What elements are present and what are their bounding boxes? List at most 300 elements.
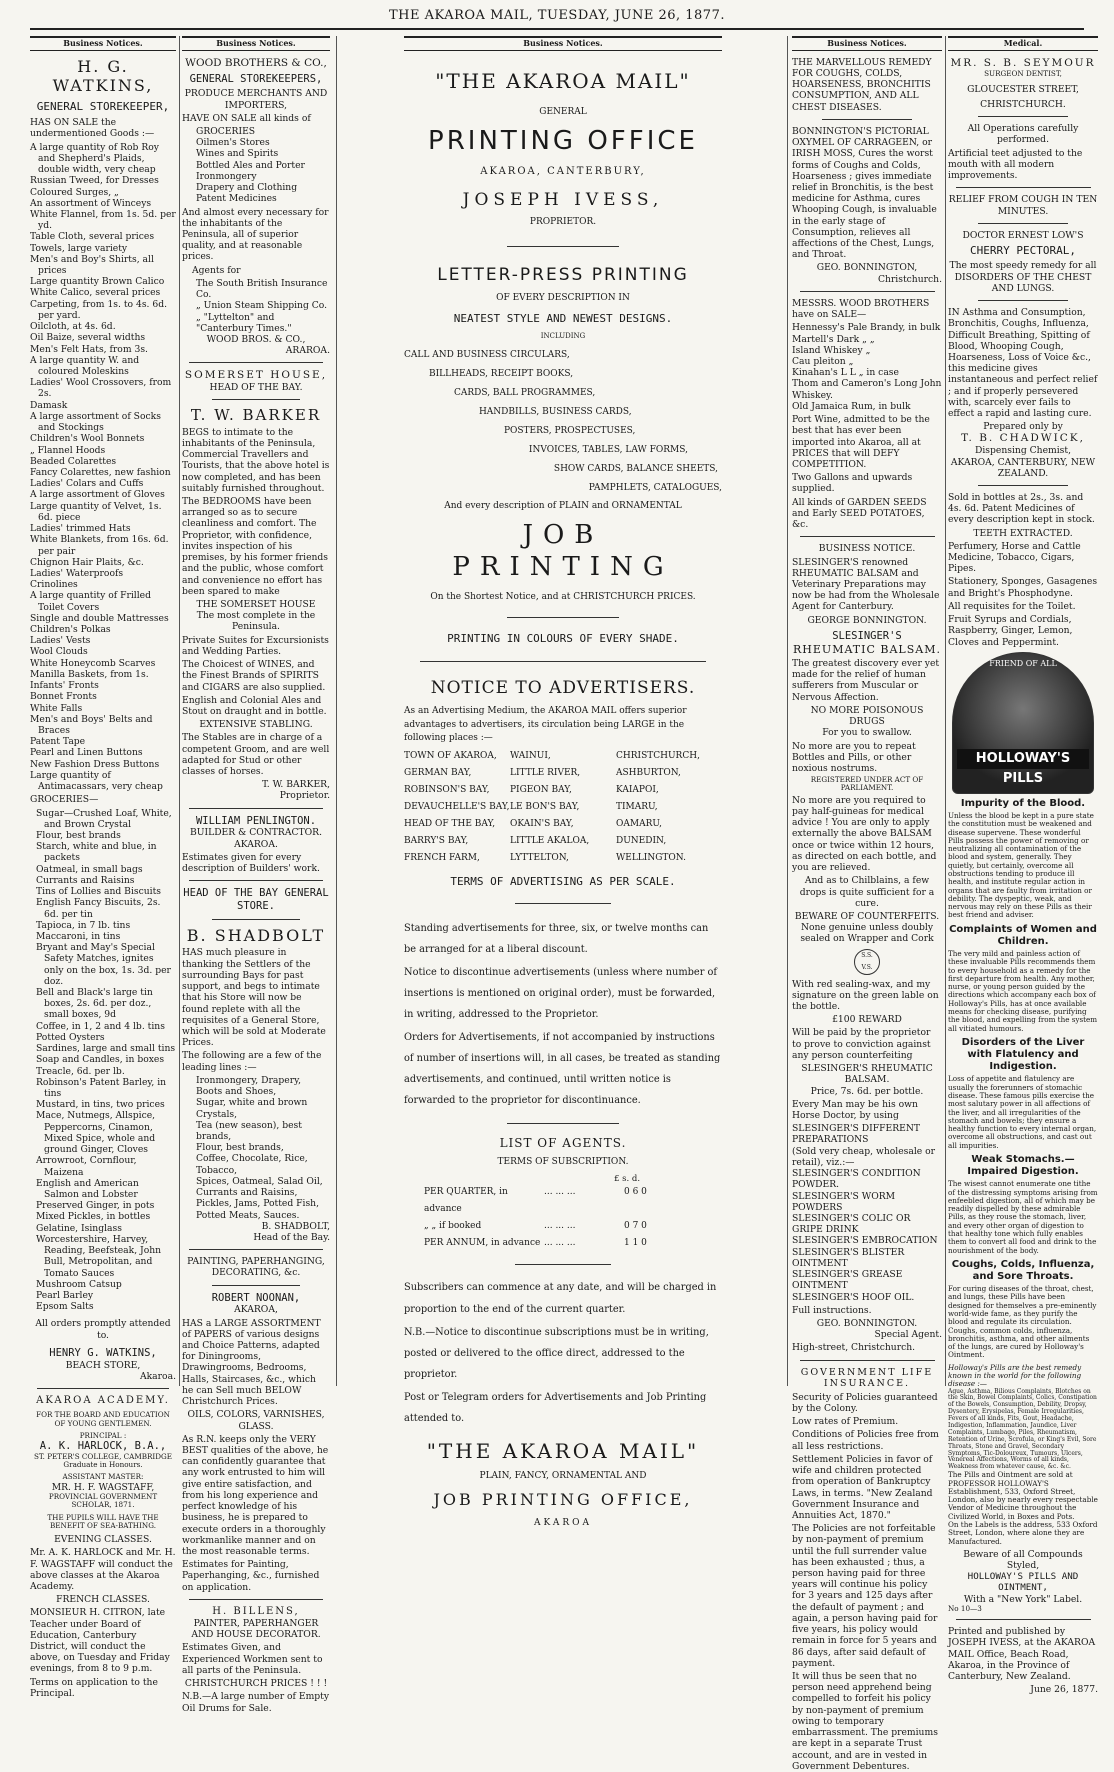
list-item: (Sold very cheap, wholesale or retail), viz.:— <box>792 1145 936 1168</box>
list-item: Bell and Black's large tin boxes, 2s. 6d. per doz., small boxes, 9d <box>36 987 153 1021</box>
printing-item: BILLHEADS, RECEIPT BOOKS, <box>428 369 574 380</box>
sea-bathing: THE PUPILS WILL HAVE THE BENEFIT OF SEA-BATHING. <box>47 1512 159 1530</box>
discontinue-text: Notice to discontinue advertisements (unless where number of insertions is mentioned on original order), must be forwarded, in writing, addressed to the Proprietor. <box>404 966 718 1020</box>
list-item: Coffee, in 1, 2 and 4 lb. tins <box>36 1020 165 1032</box>
list-item: „ Union Steam Shipping Co. <box>196 300 328 312</box>
printing-office-title: PRINTING OFFICE <box>428 126 698 157</box>
hob-title: HEAD OF THE BAY GENERAL STORE. <box>183 887 329 913</box>
divider <box>978 485 1068 486</box>
divider <box>189 1249 322 1250</box>
subscription-row <box>404 1184 722 1218</box>
print-date: June 26, 1877. <box>1030 1684 1098 1696</box>
place-cell: DEVAUCHELLE'S BAY, <box>404 801 510 812</box>
no-more-text: No more are you to repeat Bottles and Pills, or other noxious nostrums. <box>792 740 916 774</box>
somerset-house: THE SOMERSET HOUSE <box>196 598 316 610</box>
list-item: Arrowroot, Cornflour, Maizena <box>36 1155 137 1178</box>
place-cell: WELLINGTON. <box>616 853 686 864</box>
agents-list <box>182 278 330 334</box>
list-item: Robinson's Patent Barley, in tins <box>36 1076 167 1099</box>
footer-mail-title: "THE AKAROA MAIL" <box>426 1438 700 1463</box>
list-item: Boots and Shoes, <box>196 1086 277 1098</box>
list-item: Mushroom Catsup <box>36 1278 122 1290</box>
list-item: Patent Medicines <box>196 193 277 205</box>
messrs-text-3: All kinds of GARDEN SEEDS and Early SEED POTATOES, &c. <box>792 496 927 531</box>
business-notice-signature: GEORGE BONNINGTON. <box>807 614 927 626</box>
standing-text: Standing advertisements for three, six, or twelve months can be arranged for at a liberal discount. <box>404 922 709 955</box>
letterpress-every: OF EVERY DESCRIPTION IN <box>496 293 630 304</box>
divider <box>37 1388 168 1389</box>
list-item: Thom and Cameron's Long John Whiskey. <box>792 378 942 401</box>
list-item: Men's and Boy's Shirts, all prices <box>30 253 154 277</box>
list-item: Island Whiskey „ <box>792 344 871 356</box>
divider <box>212 919 301 920</box>
terms-note: Terms on application to the Principal. <box>30 1676 158 1699</box>
list-item: Martell's Dark „ „ <box>792 333 875 345</box>
assistant-header: ASSISTANT MASTER: <box>62 1472 144 1482</box>
divider <box>800 536 935 537</box>
place-cell: HEAD OF THE BAY, <box>404 818 496 829</box>
stationery-text: Stationery, Sponges, Gasagenes and Bright's Phosphodyne. <box>948 576 1098 599</box>
masthead: THE AKAROA MAIL, TUESDAY, JUNE 26, 1877. <box>389 8 725 23</box>
footer-sub: PLAIN, FANCY, ORNAMENTAL AND <box>479 1471 647 1482</box>
subscription-dots: ... ... ... <box>544 1238 576 1249</box>
section-header: Business Notices. <box>404 36 722 51</box>
printing-item: SHOW CARDS, BALANCE SHEETS, <box>553 463 718 474</box>
place-cell: DUNEDIN, <box>616 835 667 846</box>
beware-holloway: HOLLOWAY'S PILLS AND OINTMENT, <box>967 1571 1079 1594</box>
place-cell: OKAIN'S BAY, <box>510 818 574 829</box>
barker-name: T. W. BARKER <box>190 406 322 425</box>
list-item: Gelatine, Isinglass <box>36 1222 122 1234</box>
notice-text: As an Advertising Medium, the AKAROA MAIL offers superior advantages to advertisers, its circulation being LARGE in the following places :— <box>404 706 687 743</box>
divider <box>189 880 322 881</box>
seymour-text: All Operations carefully performed. <box>967 123 1079 146</box>
assistant-name: MR. H. F. WAGSTAFF, <box>51 1481 155 1493</box>
list-item: Table Cloth, several prices <box>30 231 155 243</box>
teeth-extracted: TEETH EXTRACTED. <box>973 527 1073 539</box>
painting-title: PAINTING, PAPERHANGING, DECORATING, &c. <box>187 1256 325 1279</box>
weak-title: Weak Stomachs.—Impaired Digestion. <box>967 1153 1079 1178</box>
list-item: Sardines, large and small tins <box>36 1043 176 1055</box>
list-item: Currants and Raisins, <box>196 1187 298 1199</box>
column-4 <box>792 36 942 1772</box>
french-text: MONSIEUR H. CITRON, late Teacher under Board of Education, Canterbury District, will conduct the above, on Tuesday and Friday evenings, from 8 to 9 p.m. <box>30 1607 170 1675</box>
list-item: Russian Tweed, for Dresses <box>30 175 159 187</box>
colours-line: PRINTING IN COLOURS OF EVERY SHADE. <box>447 631 679 645</box>
list-item: Wines and Spirits <box>196 148 279 160</box>
place-cell: ASHBURTON, <box>616 767 681 778</box>
seymour-address: GLOUCESTER STREET, <box>967 83 1079 95</box>
printed-by: Printed and published by JOSEPH IVESS, at the AKAROA MAIL Office, Beach Road, Akaroa, in the Province of Canterbury, New Zealand. <box>948 1626 1096 1683</box>
academy-title: AKAROA ACADEMY. <box>36 1395 170 1407</box>
govt-title: GOVERNMENT LIFE INSURANCE. <box>800 1366 934 1390</box>
masthead-rule <box>30 28 1084 30</box>
list-item: Currants and Raisins <box>36 874 135 886</box>
number: No 10—3 <box>948 1603 982 1613</box>
assistant-scholar: PROVINCIAL GOVERNMENT SCHOLAR, 1871. <box>48 1491 158 1510</box>
divider <box>420 661 706 662</box>
asthma-text: IN Asthma and Consumption, Bronchitis, Coughs, Influenza, Difficult Breathing, Spitting of Blood, Whooping Cough, Hoarseness, Loss of Voice &c., this medicine gives instantaneous and perfect relief ; and if properly persevered with, scarcely ever fails to effect a rapid and lasting cure. <box>948 307 1098 420</box>
list-item: SLESINGER'S WORM POWDERS <box>792 1190 896 1213</box>
stabling-title: EXTENSIVE STABLING. <box>199 719 313 731</box>
wood-name: WOOD BROTHERS & CO., <box>185 56 327 69</box>
section-header: Medical. <box>948 36 1098 51</box>
including-label: INCLUDING <box>540 331 586 340</box>
watkins-name: H. G. WATKINS, <box>52 56 154 96</box>
every-man: Every Man may be his own Horse Doctor, by using <box>792 1098 918 1122</box>
preparations-list <box>792 1123 942 1303</box>
subscription-val: 0 6 0 <box>624 1187 647 1198</box>
sold-text: Sold in bottles at 2s., 3s. and 4s. 6d. Patent Medicines of every description kept in stock. <box>948 491 1095 526</box>
watkins-title: GENERAL STOREKEEPER, <box>36 99 170 113</box>
subscription-head: £ s. d. <box>614 1173 641 1184</box>
printing-item: INVOICES, TABLES, LAW FORMS, <box>528 444 688 455</box>
subscription-val: 0 7 0 <box>624 1221 647 1232</box>
evening-classes: EVENING CLASSES. <box>54 1534 152 1546</box>
beware: BEWARE OF COUNTERFEITS. <box>794 910 940 922</box>
watkins-footer: All orders promptly attended to. <box>35 1318 171 1341</box>
place-cell: ROBINSON'S BAY, <box>404 784 490 795</box>
divider <box>212 1285 301 1286</box>
seal-text: With red sealing-wax, and my signature on the green lable on the bottle. <box>792 978 939 1013</box>
list-item: New Fashion Dress Buttons <box>30 758 160 770</box>
stabling-text: The Stables are in charge of a competent Groom, and are well adapted for Stud or other classes of horses. <box>182 732 330 778</box>
messrs-intro: MESSRS. WOOD BROTHERS have on SALE— <box>792 297 930 321</box>
govt-text-3: Conditions of Policies free from all less restrictions. <box>792 1429 939 1452</box>
holloway-italic: Holloway's Pills are the best remedy known in the world for the following disease :— <box>948 1362 1082 1389</box>
balsam-title: RHEUMATIC BALSAM. <box>793 642 941 656</box>
list-item: Ladies' trimmed Hats <box>30 523 131 535</box>
list-item: Sugar—Crushed Loaf, White, and Brown Crystal <box>36 807 172 830</box>
complaints-text: The very mild and painless action of these invaluable Pills recommends them to every household as a remedy for the first departure from health. Any mother, nurse, or young person guided by the directions which accompany each box of Holloway's Pills, has at once available means for checking disease, purifying the blood, and expelling from the system all vitiated humours. <box>948 949 1098 1033</box>
list-item: Carpeting, from 1s. to 4s. 6d. per yard. <box>30 298 168 321</box>
wood-items <box>182 126 330 205</box>
place-cell: OAMARU, <box>616 818 662 829</box>
registered: REGISTERED UNDER ACT OF PARLIAMENT. <box>810 775 924 793</box>
list-item: Ladies' Colars and Cuffs <box>30 478 144 490</box>
agent-place: High-street, Christchurch. <box>792 1342 916 1354</box>
noonan-name: ROBERT NOONAN, <box>211 1291 301 1304</box>
list-item: Pearl Barley <box>36 1289 94 1301</box>
divider <box>800 1360 935 1361</box>
list-item: Infants' Fronts <box>30 680 99 692</box>
place-cell: TIMARU, <box>616 801 658 812</box>
principal-header: PRINCIPAL : <box>79 1430 127 1440</box>
no-more-drugs: NO MORE POISONOUS DRUGS <box>810 704 924 728</box>
subscription-title: TERMS OF SUBSCRIPTION. <box>497 1156 629 1167</box>
doctor-name: DOCTOR ERNEST LOW'S <box>962 229 1084 241</box>
divider <box>822 119 912 120</box>
place-cell: CHRISTCHURCH, <box>616 750 700 761</box>
price: Price, 7s. 6d. per bottle. <box>810 1085 924 1097</box>
seal-top-text: FRIEND OF ALL <box>989 658 1057 668</box>
printing-item: PAMPHLETS, CATALOGUES, <box>588 482 722 493</box>
column-1 <box>30 36 176 1699</box>
list-item: Tea (new season), best brands, <box>196 1119 302 1142</box>
place-cell: GERMAN BAY, <box>404 767 472 778</box>
half-guineas: No more are you required to pay half-guineas for medical advice ! You are only to apply externally the above BALSAM once or twice within 12 hours, as directed on each bottle, and you are relieved. <box>792 794 937 874</box>
place-cell: KAIAPOI, <box>616 784 659 795</box>
shadbolt-list-header: The following are a few of the leading lines :— <box>182 1050 322 1073</box>
list-item: Wool Clouds <box>30 646 88 658</box>
noonan-text-3: Estimates for Painting, Paperhanging, &c., furnished on application. <box>182 1559 320 1593</box>
chadwick-name: T. B. CHADWICK, <box>961 432 1085 445</box>
list-item: Bottled Ales and Porter <box>196 159 305 171</box>
watkins-place: Akaroa. <box>139 1370 176 1382</box>
job-printing-title: JOB PRINTING <box>452 520 674 583</box>
column-2 <box>182 36 330 1714</box>
watkins-signature: HENRY G. WATKINS, <box>49 1346 157 1359</box>
column-3 <box>404 36 722 1528</box>
place-cell: LE BON'S BAY, <box>510 801 580 812</box>
swallow: For you to swallow. <box>822 727 912 739</box>
printing-place: AKAROA, CANTERBURY, <box>480 165 646 177</box>
bonnington-text: BONNINGTON'S PICTORIAL OXYMEL OF CARRAGEEN, or IRISH MOSS, Cures the worst forms of Coughs and Colds, Hoarseness ; gives immediate relief in Bronchitis, is the best medicine for Asthma, cures Whooping Cough, is invaluable in the early stage of Consumption, relieves all affections of the Chest, Lungs, and Throat. <box>792 125 937 261</box>
list-item: Men's Felt Hats, from 3s. <box>30 343 148 355</box>
shadbolt-signature: B. SHADBOLT, <box>261 1220 330 1232</box>
liver-text: Loss of appetite and flatulency are usually the forerunners of stomachic disease. These famous pills exercise the most salutary power in all affections of the liver, and all irregularities of the stomach and bowels; they ensure a healthy function to every internal organ, overcome all obstructions, and cast out all impurities. <box>948 1074 1097 1150</box>
column-5 <box>948 36 1098 1696</box>
wood-title: GENERAL STOREKEEPERS, <box>189 72 323 85</box>
watkins-item-list <box>30 142 176 793</box>
list-item: Ladies' Waterproofs <box>30 567 124 579</box>
divider <box>507 617 618 618</box>
coughs-text: For curing diseases of the throat, chest, and lungs, these Pills have been designed for themselves a pre-eminently world-wide fame, as they purify the blood and regulate its circulation. Coughs, common colds, influenza, bronchitis, asthma, and other ailments of the lungs, are cured by Holloway's Ointment. <box>948 1284 1097 1360</box>
list-item: Oil Baize, several widths <box>30 332 146 344</box>
list-item: Cau pleiton „ <box>792 356 854 367</box>
orders-text: Orders for Advertisements, if not accompanied by instructions of number of insertions will, in all cases, be treated as standing advertisements, and continued, until written notice is forwarded to the proprietor for discontinuance. <box>404 1031 721 1107</box>
noonan-oils: OILS, COLORS, VARNISHES, GLASS. <box>187 1409 325 1432</box>
impurity-text: Unless the blood be kept in a pure state the constitution must be weakened and disease supervene. These wonderful Pills possess the power of removing or neutralizing all contamination of the blood and system, generally. They quietly, but certainly, overcome all obstructions tending to produce ill health, and institute regular action in organs that are faulty from irritation or debility. The dyspeptic, weak, and nervous may rely on these Pills as their best friend and adviser. <box>948 810 1094 920</box>
section-header: Business Notices. <box>792 36 942 51</box>
list-item: Hennessy's Pale Brandy, in bulk <box>792 322 941 334</box>
list-item: Patent Tape <box>30 736 86 748</box>
list-item: A large assortment of Socks and Stockings <box>30 410 161 434</box>
reward: £100 REWARD <box>832 1014 902 1026</box>
full-instructions: Full instructions. <box>792 1304 872 1316</box>
divider <box>189 1599 322 1600</box>
mail-title: "THE AKAROA MAIL" <box>435 68 691 93</box>
barker-text-4: The Choicest of WINES, and the Finest Brands of SPIRITS and CIGARS are also supplied. <box>182 659 326 693</box>
list-item: Large quantity of Velvet, 1s. 6d. piece <box>30 500 162 523</box>
shadbolt-items <box>182 1075 330 1221</box>
list-item: Children's Polkas <box>30 624 111 636</box>
chch-prices: CHRISTCHURCH PRICES ! ! ! <box>184 1678 328 1690</box>
place-cell: PIGEON BAY, <box>510 784 572 795</box>
list-item: Potted Oysters <box>36 1031 105 1043</box>
list-item: Flour, best brands <box>36 829 121 841</box>
list-item: Spices, Oatmeal, Salad Oil, <box>196 1175 323 1187</box>
list-item: Single and double Mattresses <box>30 612 169 624</box>
list-item: The South British Insurance Co. <box>196 277 328 301</box>
somerset-house-sub: The most complete in the Peninsula. <box>196 610 316 633</box>
printing-item: CALL AND BUSINESS CIRCULARS, <box>404 350 570 361</box>
penlington-place: AKAROA. <box>234 838 278 850</box>
reward-text: Will be paid by the proprietor to prove to conviction against any person counterfeiting <box>792 1027 931 1061</box>
letterpress-title: LETTER-PRESS PRINTING <box>437 264 689 285</box>
divider <box>956 1619 1091 1620</box>
billens-name: H. BILLENS, <box>212 1605 300 1617</box>
govt-text-2: Low rates of Premium. <box>792 1416 899 1428</box>
subscription-row <box>404 1235 722 1252</box>
list-item: White Flannel, from 1s. 5d. per yd. <box>30 208 176 232</box>
list-item: Kinahan's L L „ in case <box>792 367 899 379</box>
perfumery-text: Perfumery, Horse and Cattle Medicine, Tobacco, Cigars, Pipes. <box>948 540 1081 575</box>
agent-signature: GEO. BONNINGTON. <box>816 1317 918 1329</box>
ivess-role: PROPRIETOR. <box>529 216 597 227</box>
principal-name: A. K. HARLOCK, B.A., <box>39 1440 167 1453</box>
list-item: Old Jamaica Rum, in bulk <box>792 400 911 412</box>
divider <box>507 246 618 247</box>
list-item: Pearl and Linen Buttons <box>30 747 143 759</box>
place-cell: WAINUI, <box>510 750 551 761</box>
post-text: Post or Telegram orders for Advertisements and Job Printing attended to. <box>404 1391 707 1424</box>
list-item: Ladies' Wool Crossovers, from 2s. <box>30 377 172 400</box>
list-item: „ "Lyttelton" and "Canterbury Times." <box>196 311 292 334</box>
wood-intro: HAVE ON SALE all kinds of <box>182 112 311 124</box>
place-cell: BARRY'S BAY, <box>404 835 469 846</box>
penlington-text: Estimates given for every description of Builders' work. <box>182 851 320 875</box>
list-item: Crinolines <box>30 579 78 591</box>
list-item: Mixed Pickles, in bottles <box>36 1211 151 1223</box>
evening-text: Mr. A. K. HARLOCK and Mr. H. F. WAGSTAFF will conduct the above classes at the Akaroa Academy. <box>30 1547 176 1592</box>
divider <box>978 116 1068 117</box>
list-item: Sugar, white and brown Crystals, <box>196 1097 308 1120</box>
list-item: Damask <box>30 399 68 411</box>
column-divider <box>179 36 180 1386</box>
principal-grad: Graduate in Honours. <box>63 1460 143 1470</box>
seal-icon: S.S. V.S. <box>854 949 880 975</box>
messrs-items <box>792 322 942 412</box>
list-item: Coffee, Chocolate, Rice, Tobacco, <box>196 1153 308 1176</box>
principal-college: ST. PETER'S COLLEGE, CAMBRIDGE <box>33 1451 173 1461</box>
letterpress-neatest: NEATEST STYLE AND NEWEST DESIGNS. <box>453 312 673 326</box>
groceries-list <box>30 808 176 1313</box>
balsam-text: The greatest discovery ever yet made for the relief of human sufferers from Muscular or Nervous Affection. <box>792 658 940 703</box>
list-item: White Honeycomb Scarves <box>30 657 156 669</box>
subscription-dots: ... ... ... <box>544 1221 576 1232</box>
list-item: SLESINGER'S HOOF OIL. <box>792 1291 915 1303</box>
general-label: GENERAL <box>539 107 587 118</box>
noonan-place: AKAROA, <box>234 1304 278 1316</box>
plain-ornamental: And every description of PLAIN and ORNAMENTAL <box>444 501 682 512</box>
list-item: SLESINGER'S COLIC OR GRIPE DRINK <box>792 1212 911 1236</box>
govt-text: Security of Policies guaranteed by the Colony. <box>792 1391 938 1414</box>
impurity-title: Impurity of the Blood. <box>960 797 1086 809</box>
list-item: Bonnet Fronts <box>30 691 97 703</box>
penlington-name: WILLIAM PENLINGTON. <box>195 814 317 827</box>
list-item: Oatmeal, in small bags <box>36 863 143 875</box>
list-item: A large quantity of Rob Roy and Shepherd's Plaids, double width, very cheap <box>30 141 159 176</box>
list-item: Ladies' Vests <box>30 635 91 647</box>
list-item: White Calico, several prices <box>30 287 161 299</box>
somerset-title: SOMERSET HOUSE, <box>184 369 328 382</box>
list-item: Soap and Candles, in boxes <box>36 1054 165 1066</box>
disorders-title: DISORDERS OF THE CHEST AND LUNGS. <box>954 271 1092 294</box>
noonan-text-2: As R.N. keeps only the VERY BEST qualities of the above, he can confidently guarantee that any work entrusted to him will give entire satisfaction, and from his long experience and perfect knowledge of his business, he is prepared to execute orders in a thoroughly workmanlike manner and on the most reasonable terms. <box>182 1433 329 1557</box>
cherry-text: The most speedy remedy for all <box>949 260 1097 272</box>
divider <box>515 1264 610 1265</box>
seymour-text-2: Artificial teet adjusted to the mouth with all modern improvements. <box>948 147 1083 182</box>
complaints-title: Complaints of Women and Children. <box>949 923 1097 947</box>
barker-signature: T. W. BARKER, <box>261 779 330 791</box>
list-item: Oilmen's Stores <box>196 137 270 149</box>
list-item: Maccaroni, in tins <box>36 930 121 942</box>
seymour-role: SURGEON DENTIST, <box>984 68 1062 78</box>
list-item: Preserved Ginger, in pots <box>36 1200 155 1212</box>
list-item: Starch, white and blue, in packets <box>36 841 157 864</box>
subscription-table <box>404 1184 722 1252</box>
printing-item: CARDS, BALL PROGRAMMES, <box>453 388 596 399</box>
list-item: Epsom Salts <box>36 1301 94 1313</box>
column-divider <box>787 36 788 1386</box>
list-item: A large assortment of Gloves <box>30 489 165 501</box>
places-grid <box>404 748 722 868</box>
place-cell: LYTTELTON, <box>510 853 569 864</box>
nb-text: N.B.—Notice to discontinue subscriptions must be in writing, posted or delivered to the office direct, addressed to the proprietor. <box>404 1326 709 1380</box>
printing-items <box>404 346 722 497</box>
printing-item: POSTERS, PROSPECTUSES, <box>503 425 636 436</box>
list-item: A large quantity of Frilled Toilet Covers <box>30 590 151 613</box>
list-item: Children's Wool Bonnets <box>30 433 145 445</box>
list-item: English Fancy Biscuits, 2s. 6d. per tin <box>36 897 161 920</box>
list-item: Treacle, 6d. per lb. <box>36 1065 125 1077</box>
footer-place: AKAROA <box>533 1517 592 1528</box>
subscription-dots: ... ... ... <box>544 1187 576 1198</box>
list-item: Manilla Baskets, from 1s. <box>30 668 149 680</box>
diseases-list: Ague, Asthma, Bilious Complaints, Blotches on the Skin, Bowel Complaints, Colics, Constipation of the Bowels, Consumption, Debility, Dropsy, Dysentery, Erysipelas, Female Irregularities, Fevers of all kinds, Fits, Gout, Headache, Indigestion, Inflammation, Jaundice, Liver Complaints, Lumbago, Piles, Rheumatism, Retention of Urine, Scrofula, or King's Evil, Sore Throats, Stone and Gravel, Secondary Symptoms, Tic-Doloureux, Tumours, Ulcers, Venereal Affections, Worms of all kinds, Weakness from whatever cause, &c. &c. <box>948 1387 1097 1471</box>
notice-title: NOTICE TO ADVERTISERS. <box>430 678 696 699</box>
barker-text: BEGS to intimate to the inhabitants of the Peninsula, Commercial Travellers and Tourists, that the above hotel is now completed, and has been suitably furnished throughout. <box>182 426 330 494</box>
noonan-text: HAS a LARGE ASSORTMENT of PAPERS of various designs and Choice Patterns, adapted for Diningrooms, Drawingrooms, Bedrooms, Halls, Staircases, &c., which he can Sell much BELOW Christchurch Prices. <box>182 1317 321 1408</box>
divider <box>978 300 1068 301</box>
business-notice-title: BUSINESS NOTICE. <box>818 543 916 555</box>
subscription-val: 1 1 0 <box>624 1238 647 1249</box>
list-item: Mace, Nutmegs, Allspice, Peppercorns, Cinamon, Mixed Spice, whole and ground Ginger, Cloves <box>36 1110 156 1156</box>
liver-title: Disorders of the Liver with Flatulency and Indigestion. <box>961 1036 1085 1073</box>
wood-sub: PRODUCE MERCHANTS AND IMPORTERS, <box>184 88 328 111</box>
toilet-text: All requisites for the Toilet. <box>948 600 1076 612</box>
sold-pills: The Pills and Ointment are sold at PROFESSOR HOLLOWAY'S Establishment, 533, Oxford Street, London, also by nearly every respectable Vendor of Medicine throughout the Civilized World, in Boxes and Pots. <box>948 1470 1098 1521</box>
ivess-name: JOSEPH IVESS, <box>462 190 664 211</box>
slesinger-title: SLESINGER'S <box>832 629 902 642</box>
beware-compounds: Beware of all Compounds Styled, <box>963 1548 1083 1571</box>
cherry-title: CHERRY PECTORAL, <box>970 244 1076 258</box>
beware-text: None genuine unless doubly sealed on Wrapper and Cork <box>800 922 934 945</box>
groceries-header: GROCERIES— <box>30 794 99 806</box>
shadbolt-name: B. SHADBOLT <box>186 925 326 945</box>
billens-text: Estimates Given, and Experienced Workmen sent to all parts of the Peninsula. <box>182 1642 323 1676</box>
list-item: Tapioca, in 7 lb. tins <box>36 919 131 931</box>
billens-sub: PAINTER, PAPERHANGER AND HOUSE DECORATOR. <box>191 1618 321 1641</box>
place-cell: LITTLE RIVER, <box>510 767 581 778</box>
wood-place: ARAROA. <box>285 345 330 357</box>
barker-text-2: The BEDROOMS have been arranged so as to secure cleanliness and comfort. The Proprietor, with confidence, invites inspection of his premises, by his former friends and the public, whose comfort and convenience no effort has been spared to make <box>182 496 329 597</box>
beware-label: With a "New York" Label. <box>963 1593 1083 1605</box>
chch-text: N.B.—A large number of Empty Oil Drums for Sale. <box>182 1691 330 1714</box>
terms-scale: TERMS OF ADVERTISING AS PER SCALE. <box>450 875 676 889</box>
seymour-city: CHRISTCHURCH. <box>980 99 1066 111</box>
shadbolt-text: HAS much pleasure in thanking the Settlers of the surrounding Bays for past support, and begs to intimate that his Store will now be found replete with all the requisites of a General Store, which will be sold at Moderate Prices. <box>182 947 326 1049</box>
list-item: Potted Meats, Sauces. <box>196 1209 300 1221</box>
list-item: Ironmongery, Drapery, <box>196 1074 301 1086</box>
commence-text: Subscribers can commence at any date, and will be charged in proportion to the end of the current quarter. <box>404 1282 717 1315</box>
list-item: SLESINGER'S CONDITION POWDER. <box>792 1168 921 1191</box>
list-item: Large quantity of Antimacassars, very cheap <box>30 769 163 793</box>
divider <box>507 1123 618 1124</box>
barker-proprietor: Proprietor. <box>279 790 330 802</box>
shadbolt-place: Head of the Bay. <box>253 1231 330 1243</box>
